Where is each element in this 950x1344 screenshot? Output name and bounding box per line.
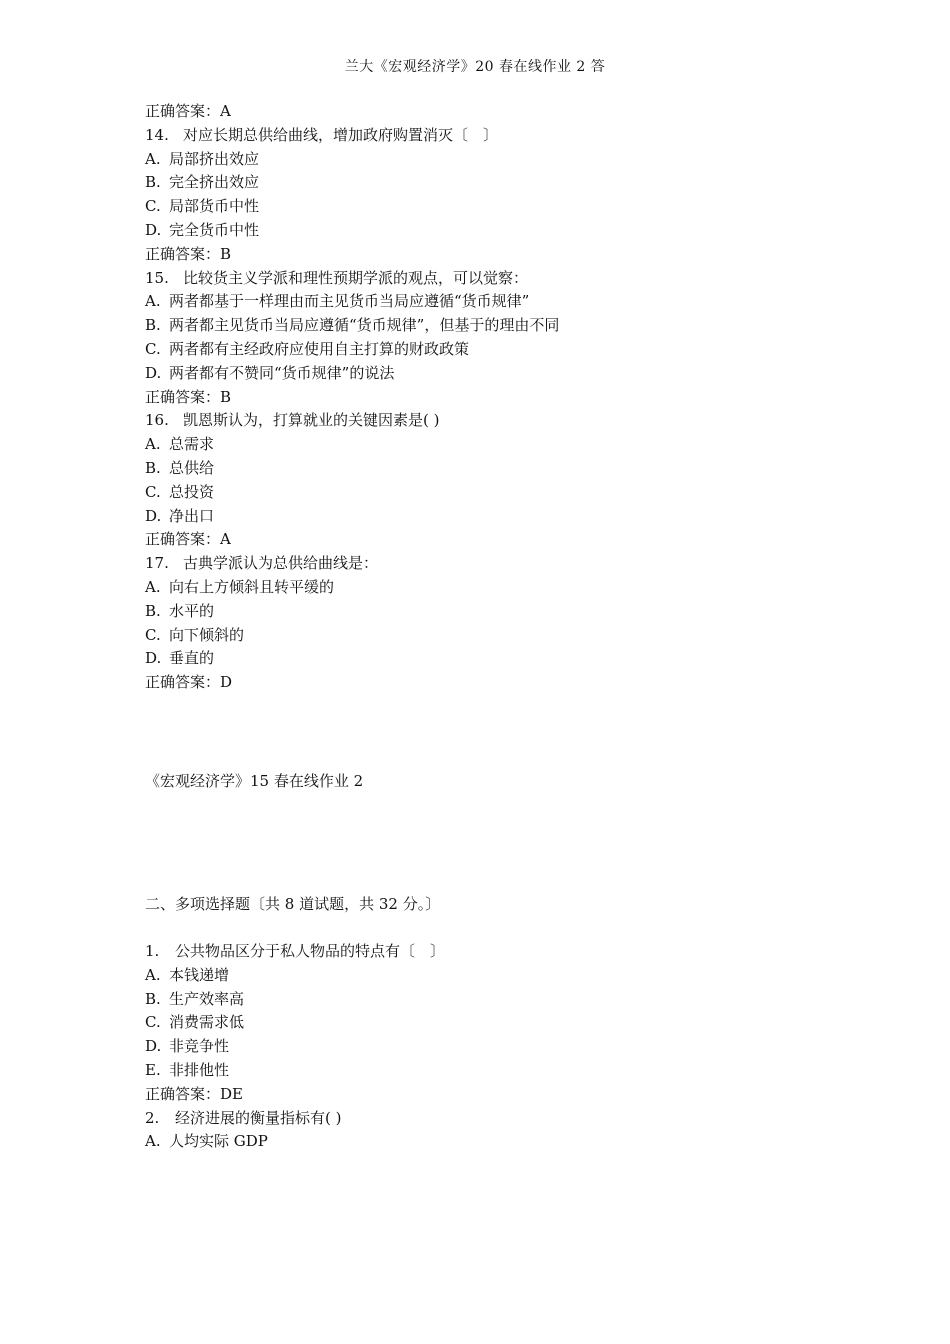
option-line (145, 624, 845, 648)
question-number: 14. (145, 125, 169, 144)
option-text: 水平的 (169, 601, 215, 620)
option-letter: B. (145, 458, 161, 477)
option-letter: A. (145, 149, 161, 168)
option-letter: D. (145, 363, 162, 382)
option-line (145, 219, 845, 243)
option-text: 人均实际 GDP (169, 1132, 268, 1151)
question-text: 凯恩斯认为，打算就业的关键因素是( ) (183, 411, 440, 430)
option-text: 两者都有不赞同“货币规律”的说法 (169, 363, 395, 382)
question-number: 17. (145, 554, 169, 573)
option-line (145, 1130, 845, 1154)
option-text: 非竞争性 (169, 1037, 230, 1056)
option-text: 非排他性 (169, 1060, 230, 1079)
option-line (145, 195, 845, 219)
correct-answer: 正确答案：B (145, 387, 232, 406)
question-number: 2. (145, 1108, 160, 1127)
option-line (145, 576, 845, 600)
document-subtitle: 《宏观经济学》15 春在线作业 2 (145, 772, 364, 790)
option-text: 完全挤出效应 (169, 173, 260, 192)
option-text: 两者都基于一样理由而主见货币当局应遵循“货币规律” (169, 292, 530, 311)
question-number: 15. (145, 268, 169, 287)
option-letter: C. (145, 197, 161, 216)
option-text: 总投资 (169, 482, 215, 501)
section-title-multiple-choice: 二、多项选择题〔共 8 道试题，共 32 分。〕 (145, 895, 441, 913)
option-text: 总供给 (169, 458, 215, 477)
option-text: 向右上方倾斜且转平缓的 (169, 577, 335, 596)
question-text: 公共物品区分于私人物品的特点有〔 〕 (175, 942, 446, 960)
option-letter: B. (145, 316, 161, 335)
option-text: 完全货币中性 (169, 220, 260, 239)
option-letter: B. (145, 601, 161, 620)
option-line (145, 433, 845, 457)
correct-answer: 正确答案：DE (145, 1084, 243, 1103)
option-line (145, 290, 845, 314)
option-letter: A. (145, 577, 161, 596)
option-line (145, 600, 845, 624)
option-letter: A. (145, 435, 161, 454)
question-line (145, 940, 845, 964)
option-text: 本钱递增 (169, 965, 230, 984)
option-line (145, 148, 845, 172)
option-text: 消费需求低 (169, 1013, 245, 1032)
option-line (145, 171, 845, 195)
question-line (145, 1107, 845, 1131)
question-text: 经济进展的衡量指标有( ) (175, 1108, 342, 1127)
question-number: 1. (145, 942, 160, 960)
option-letter: D. (145, 506, 162, 525)
option-line (145, 481, 845, 505)
option-letter: C. (145, 482, 161, 501)
option-line (145, 457, 845, 481)
option-letter: E. (145, 1060, 161, 1079)
option-line (145, 988, 845, 1012)
option-line (145, 1035, 845, 1059)
option-text: 向下倾斜的 (169, 625, 245, 644)
option-line (145, 647, 845, 671)
correct-answer: 正确答案：A (145, 102, 231, 120)
question-number: 16. (145, 411, 169, 430)
option-letter: B. (145, 989, 161, 1008)
question-line (145, 124, 845, 148)
option-text: 生产效率高 (169, 989, 245, 1008)
correct-answer: 正确答案：D (145, 673, 233, 692)
correct-answer: 正确答案：A (145, 530, 231, 549)
option-letter: C. (145, 1013, 161, 1032)
option-line (145, 505, 845, 529)
option-letter: B. (145, 173, 161, 192)
page-header: 兰大《宏观经济学》20 春在线作业 2 答 (344, 59, 606, 75)
option-line (145, 1011, 845, 1035)
option-text: 两者都有主经政府应使用自主打算的财政政策 (169, 339, 470, 358)
option-text: 总需求 (169, 435, 215, 454)
question-text: 古典学派认为总供给曲线是： (183, 554, 379, 573)
option-letter: D. (145, 1037, 162, 1056)
question-block-single-choice (145, 100, 845, 695)
option-letter: D. (145, 220, 162, 239)
option-text: 净出口 (169, 506, 215, 525)
question-line (145, 409, 845, 433)
option-letter: D. (145, 649, 162, 668)
option-text: 垂直的 (169, 649, 215, 668)
question-text: 对应长期总供给曲线，增加政府购置消灭〔 〕 (183, 125, 499, 144)
option-line (145, 338, 845, 362)
question-block-multiple-choice (145, 940, 845, 1154)
option-letter: A. (145, 292, 161, 311)
option-letter: A. (145, 965, 161, 984)
question-line (145, 552, 845, 576)
option-letter: C. (145, 625, 161, 644)
option-text: 局部货币中性 (169, 197, 260, 216)
option-line (145, 362, 845, 386)
option-letter: A. (145, 1132, 161, 1151)
option-text: 两者都主见货币当局应遵循“货币规律”，但基于的理由不同 (169, 316, 560, 335)
question-line (145, 267, 845, 291)
correct-answer: 正确答案：B (145, 244, 232, 263)
option-line (145, 964, 845, 988)
option-line (145, 314, 845, 338)
question-text: 比较货主义学派和理性预期学派的观点，可以觉察： (183, 268, 529, 287)
option-line (145, 1059, 845, 1083)
option-letter: C. (145, 339, 161, 358)
option-text: 局部挤出效应 (169, 149, 260, 168)
